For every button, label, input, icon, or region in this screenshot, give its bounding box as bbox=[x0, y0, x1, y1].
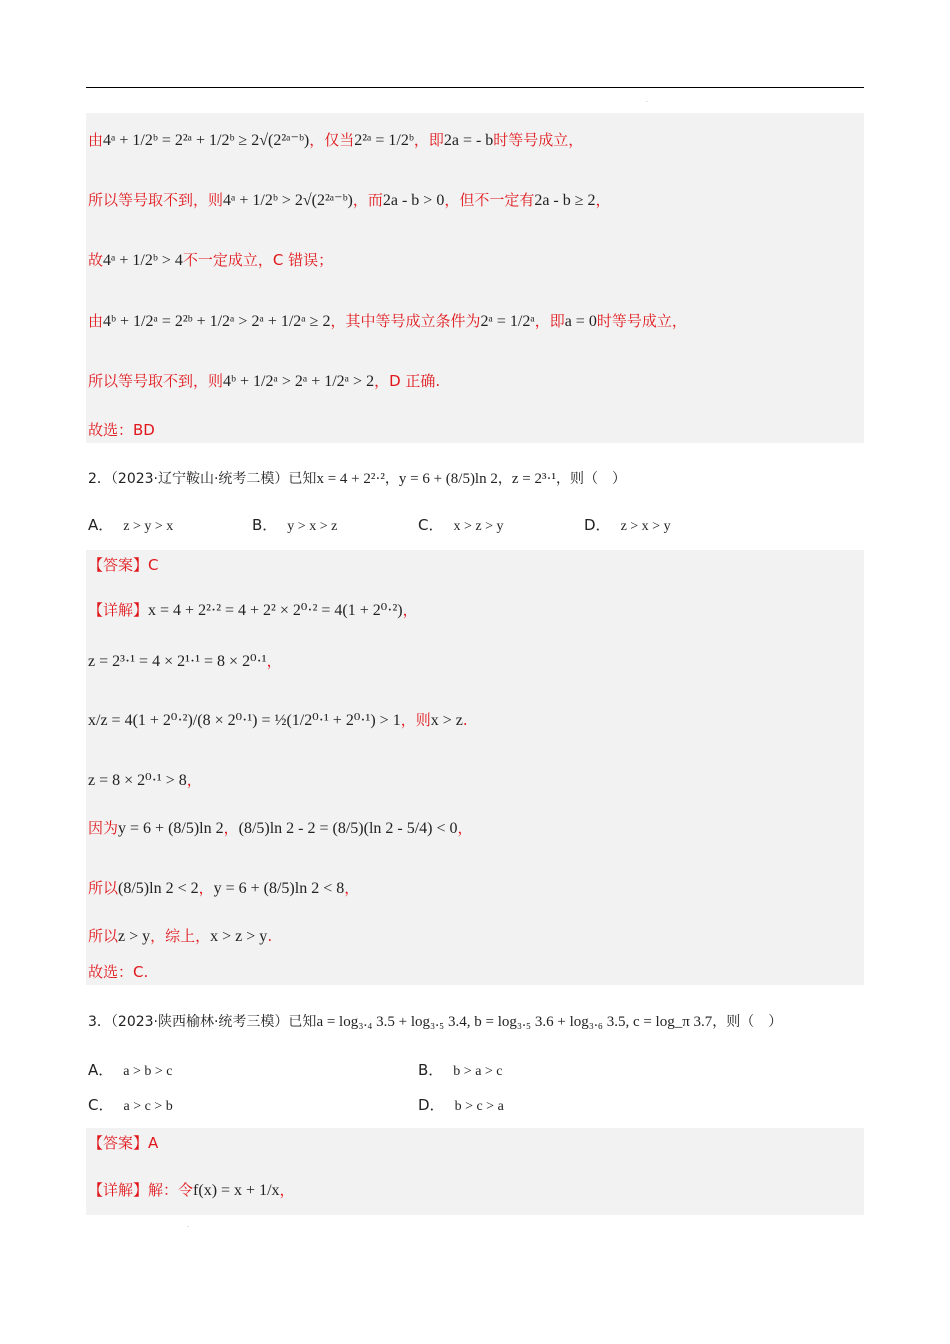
math-expression: 2a - b ≥ 2 bbox=[534, 192, 596, 209]
header-rule bbox=[86, 87, 864, 88]
math-expression: (8/5)ln 2 < 2 bbox=[118, 880, 199, 897]
q2-answer: 【答案】C bbox=[88, 556, 159, 574]
math-expression: 2²ᵃ = 1/2ᵇ bbox=[354, 132, 414, 149]
math-expression: 4ᵃ + 1/2ᵇ > 2√(2²ᵃ⁻ᵇ) bbox=[223, 192, 353, 209]
question-2-stem: 2．（2023·辽宁鞍山·统考二模）已知x = 4 + 2²·²，y = 6 + (8/5)ln 2，z = 2³·¹，则（ ） bbox=[88, 471, 626, 487]
math-expression: f(x) = x + 1/x bbox=[193, 1182, 280, 1199]
q2-detail-line-6: 所以(8/5)ln 2 < 2，y = 6 + (8/5)ln 2 < 8， bbox=[88, 879, 360, 897]
q3-detail-line-1: 【详解】解：令f(x) = x + 1/x， bbox=[88, 1181, 295, 1199]
detail-tag: 【详解】 bbox=[88, 1181, 149, 1199]
math-expression: 4ᵃ + 1/2ᵇ > 4 bbox=[103, 252, 183, 269]
math-expression: z = 8 × 2⁰·¹ > 8 bbox=[88, 772, 187, 789]
solution-line-4: 由4ᵇ + 1/2ᵃ = 2²ᵇ + 1/2ᵃ > 2ᵃ + 1/2ᵃ ≥ 2，其中等号成立条件为2ᵃ = 1/2ᵃ，即a = 0时等号成立， bbox=[88, 312, 687, 330]
math-expression: 4ᵇ + 1/2ᵃ = 2²ᵇ + 1/2ᵃ > 2ᵃ + 1/2ᵃ ≥ 2 bbox=[103, 313, 331, 330]
q2-detail-line-3: x/z = 4(1 + 2⁰·²)/(8 × 2⁰·¹) = ½(1/2⁰·¹ + 2⁰·¹) > 1，则x > z. bbox=[88, 711, 468, 729]
math-expression: y = 6 + (8/5)ln 2 bbox=[398, 471, 498, 487]
q3-option-d[interactable]: D． b > c > a bbox=[418, 1096, 504, 1114]
math-expression: a = log₃.₄ 3.5 + log₃.₅ 3.4, b = log₃.₅ 3.6 + log₃.₆ 3.5, c = log_π 3.7 bbox=[316, 1014, 713, 1030]
math-expression: (8/5)ln 2 - 2 = (8/5)(ln 2 - 5/4) < 0 bbox=[238, 820, 458, 837]
q2-option-c[interactable]: C． x > z > y bbox=[418, 516, 504, 534]
solution-line-5: 所以等号取不到，则4ᵇ + 1/2ᵃ > 2ᵃ + 1/2ᵃ > 2，D 正确. bbox=[88, 372, 441, 390]
footer-dot: . bbox=[187, 1222, 189, 1229]
math-expression: z = 2³·¹ bbox=[511, 471, 556, 487]
math-expression: z = 2³·¹ = 4 × 2¹·¹ = 8 × 2⁰·¹ bbox=[88, 653, 267, 670]
math-expression: x = 4 + 2²·² bbox=[316, 471, 385, 487]
math-expression: x/z = 4(1 + 2⁰·²)/(8 × 2⁰·¹) = ½(1/2⁰·¹ + 2⁰·¹) > 1 bbox=[88, 712, 401, 729]
q3-option-a[interactable]: A． a > b > c bbox=[88, 1061, 173, 1079]
q2-option-b[interactable]: B． y > x > z bbox=[252, 516, 338, 534]
question-3-stem: 3．（2023·陕西榆林·统考三模）已知a = log₃.₄ 3.5 + log₃.₅ 3.4, b = log₃.₅ 3.6 + log₃.₆ 3.5, c = log_π 3.7，则（ ） bbox=[88, 1014, 783, 1030]
math-expression: y = 6 + (8/5)ln 2 < 8 bbox=[213, 880, 345, 897]
q2-option-a[interactable]: A． z > y > x bbox=[88, 516, 174, 534]
q2-conclusion: 故选：C. bbox=[88, 963, 149, 981]
solution-conclusion-1: 故选：BD bbox=[88, 421, 155, 439]
math-expression: 2ᵃ = 1/2ᵃ bbox=[480, 313, 535, 330]
math-expression: a = 0 bbox=[564, 313, 597, 330]
math-expression: 2a - b > 0 bbox=[382, 192, 445, 209]
math-expression: x = 4 + 2²·² = 4 + 2² × 2⁰·² = 4(1 + 2⁰·²) bbox=[148, 602, 403, 619]
q2-detail-line-5: 因为y = 6 + (8/5)ln 2，(8/5)ln 2 - 2 = (8/5)(ln 2 - 5/4) < 0， bbox=[88, 819, 473, 837]
q2-detail-line-7: 所以z > y，综上，x > z > y. bbox=[88, 927, 273, 945]
q2-detail-line-1: 【详解】x = 4 + 2²·² = 4 + 2² × 2⁰·² = 4(1 + 2⁰·²)， bbox=[88, 601, 418, 619]
q3-answer: 【答案】A bbox=[88, 1134, 159, 1152]
header-dot: . bbox=[646, 97, 648, 104]
q2-detail-line-2: z = 2³·¹ = 4 × 2¹·¹ = 8 × 2⁰·¹， bbox=[88, 652, 282, 670]
math-expression: z > y bbox=[118, 928, 151, 945]
math-expression: 4ᵃ + 1/2ᵇ = 2²ᵃ + 1/2ᵇ ≥ 2√(2²ᵃ⁻ᵇ) bbox=[103, 132, 310, 149]
math-expression: x > z > y bbox=[210, 928, 268, 945]
solution-block-3 bbox=[86, 1128, 864, 1215]
q3-option-b[interactable]: B． b > a > c bbox=[418, 1061, 503, 1079]
detail-tag: 【详解】 bbox=[88, 601, 149, 619]
solution-block-1 bbox=[86, 113, 864, 443]
solution-line-2: 所以等号取不到，则4ᵃ + 1/2ᵇ > 2√(2²ᵃ⁻ᵇ)，而2a - b > 0，但不一定有2a - b ≥ 2， bbox=[88, 191, 611, 209]
solution-line-1: 由4ᵃ + 1/2ᵇ = 2²ᵃ + 1/2ᵇ ≥ 2√(2²ᵃ⁻ᵇ)，仅当2²ᵃ = 1/2ᵇ，即2a = - b时等号成立， bbox=[88, 131, 584, 149]
math-expression: 2a = - b bbox=[443, 132, 494, 149]
q2-detail-line-4: z = 8 × 2⁰·¹ > 8， bbox=[88, 771, 202, 789]
q3-option-c[interactable]: C． a > c > b bbox=[88, 1096, 173, 1114]
q2-option-d[interactable]: D． z > x > y bbox=[584, 516, 671, 534]
math-expression: y = 6 + (8/5)ln 2 bbox=[118, 820, 224, 837]
solution-line-3: 故4ᵃ + 1/2ᵇ > 4不一定成立，C 错误； bbox=[88, 251, 334, 269]
math-expression: x > z bbox=[430, 712, 463, 729]
math-expression: 4ᵇ + 1/2ᵃ > 2ᵃ + 1/2ᵃ > 2 bbox=[223, 373, 375, 390]
